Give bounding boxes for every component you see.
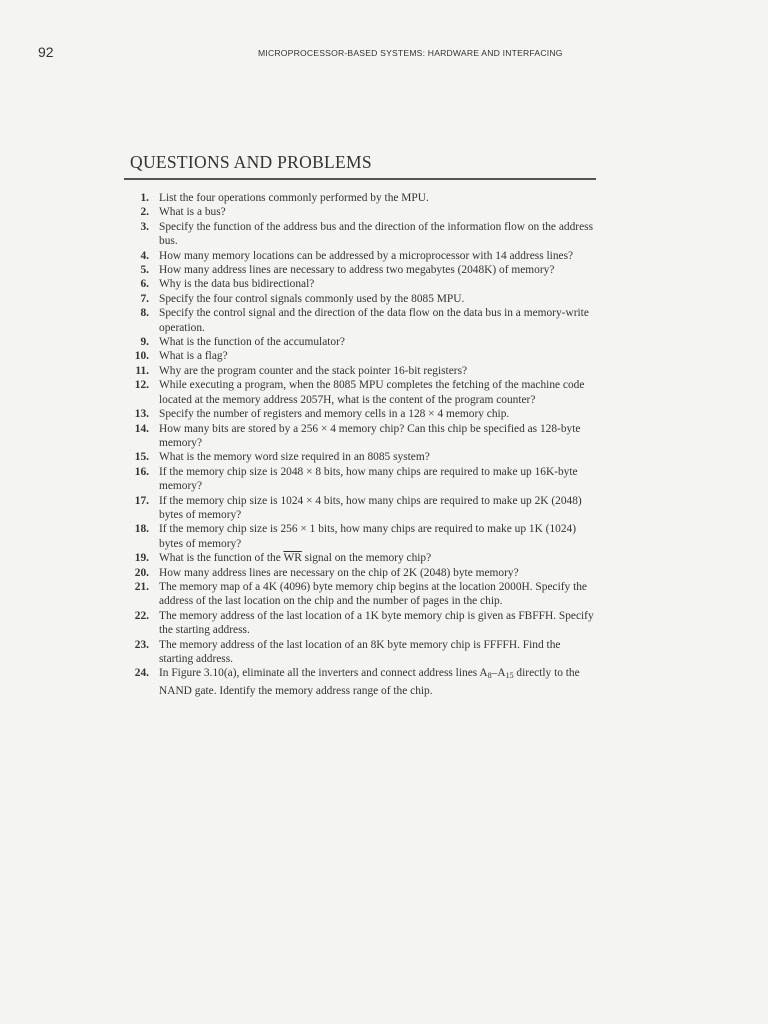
question-number: 3. — [140, 220, 149, 233]
question-number: 7. — [140, 292, 149, 305]
title-rule — [124, 178, 596, 180]
question-text-part: directly to the NAND gate. Identify the memory address range of the chip. — [159, 667, 580, 697]
question-item — [124, 277, 596, 291]
section-title: QUESTIONS AND PROBLEMS — [130, 152, 372, 172]
question-number: 5. — [140, 264, 149, 277]
wr-signal-label: $\overline{WR}$ — [283, 552, 302, 565]
question-number: 21. — [134, 580, 149, 593]
question-text: Specify the control signal and the direction of the data flow on the data bus in a memory-write operation. — [159, 307, 589, 334]
question-item — [124, 292, 596, 306]
question-text: How many address lines are necessary on the chip of 2K (2048) byte memory? — [159, 566, 519, 579]
question-number: 13. — [134, 408, 149, 421]
question-number: 17. — [134, 494, 149, 507]
question-number: 6. — [140, 278, 149, 291]
question-number: 18. — [134, 523, 149, 536]
question-text: What is a bus? — [159, 206, 226, 219]
question-text-part: In Figure 3.10(a), eliminate all the inverters and connect address lines A — [159, 667, 488, 680]
question-text: Why are the program counter and the stack pointer 16-bit registers? — [159, 364, 468, 377]
question-text: How many memory locations can be addressed by a microprocessor with 14 address lines? — [159, 249, 574, 262]
question-text-part: What is the function of the — [159, 552, 284, 565]
question-text: Why is the data bus bidirectional? — [159, 278, 315, 291]
question-number: 4. — [140, 249, 149, 262]
questions-list — [124, 191, 596, 698]
question-text: List the four operations commonly performed by the MPU. — [159, 192, 429, 204]
question-text — [159, 551, 596, 565]
question-number: 2. — [140, 206, 149, 219]
question-text: How many address lines are necessary to address two megabytes (2048K) of memory? — [159, 264, 555, 277]
question-text-part: –A — [491, 667, 506, 680]
question-text: If the memory chip size is 1024 × 4 bits, how many chips are required to make up 2K (2048) bytes of memory? — [159, 494, 582, 521]
question-item — [124, 306, 596, 335]
question-text: The memory map of a 4K (4096) byte memory chip begins at the location 2000H. Specify the address of the last location on the chip and the number of pages in the chip. — [159, 580, 587, 608]
question-item — [124, 191, 596, 205]
question-text-part: signal on the memory chip? — [301, 552, 432, 565]
subscript: 15 — [505, 671, 514, 681]
question-item — [124, 566, 596, 580]
question-number: 20. — [134, 566, 149, 579]
question-item — [124, 349, 596, 363]
question-item — [124, 249, 596, 263]
question-item — [124, 335, 596, 349]
question-item — [124, 522, 596, 551]
question-number: 9. — [140, 336, 149, 349]
question-text: The memory address of the last location of a 1K byte memory chip is given as FBFFH. Specify the starting address. — [159, 609, 594, 637]
question-text: While executing a program, when the 8085 MPU completes the fetching of the machine code located at the memory address 2057H, what is the content of the program counter? — [159, 379, 585, 406]
question-number: 24. — [134, 667, 149, 680]
question-number: 16. — [134, 465, 149, 478]
running-head: MICROPROCESSOR-BASED SYSTEMS: HARDWARE AND INTERFACING — [258, 48, 563, 58]
question-number: 11. — [135, 364, 149, 377]
question-text — [159, 666, 596, 698]
question-number: 10. — [134, 350, 149, 363]
question-number: 19. — [134, 552, 149, 565]
question-text: If the memory chip size is 2048 × 8 bits, how many chips are required to make up 16K-byte memory? — [159, 465, 578, 493]
question-text: If the memory chip size is 256 × 1 bits, how many chips are required to make up 1K (1024) bytes of memory? — [159, 523, 577, 550]
question-number: 22. — [134, 609, 149, 622]
question-item — [124, 494, 596, 523]
subscript: 8 — [487, 671, 492, 681]
question-item — [124, 378, 596, 407]
question-item — [124, 205, 596, 219]
page-number: 92 — [38, 44, 54, 60]
question-text: Specify the number of registers and memory cells in a 128 × 4 memory chip. — [159, 408, 510, 421]
question-text: What is the memory word size required in an 8085 system? — [159, 451, 430, 464]
question-item — [124, 263, 596, 277]
question-text: What is a flag? — [159, 350, 228, 363]
question-item — [124, 465, 596, 494]
question-number: 8. — [140, 307, 149, 320]
question-text: Specify the function of the address bus and the direction of the information flow on the address bus. — [159, 220, 593, 248]
question-text: What is the function of the accumulator? — [159, 336, 345, 349]
question-item — [124, 450, 596, 464]
question-item — [124, 580, 596, 609]
question-item — [124, 220, 596, 249]
question-number: 1. — [140, 192, 149, 204]
question-item — [124, 422, 596, 451]
question-item — [124, 666, 596, 698]
question-number: 14. — [134, 422, 149, 435]
question-text: Specify the four control signals commonly used by the 8085 MPU. — [159, 292, 465, 305]
question-text: The memory address of the last location of an 8K byte memory chip is FFFFH. Find the starting address. — [159, 638, 561, 665]
question-text: How many bits are stored by a 256 × 4 memory chip? Can this chip be specified as 128-byte memory? — [159, 422, 581, 449]
question-item — [124, 609, 596, 638]
question-item — [124, 638, 596, 667]
question-item — [124, 364, 596, 378]
question-item — [124, 407, 596, 421]
question-number: 12. — [134, 379, 149, 392]
question-number: 23. — [134, 638, 149, 651]
question-item — [124, 551, 596, 565]
question-number: 15. — [134, 451, 149, 464]
